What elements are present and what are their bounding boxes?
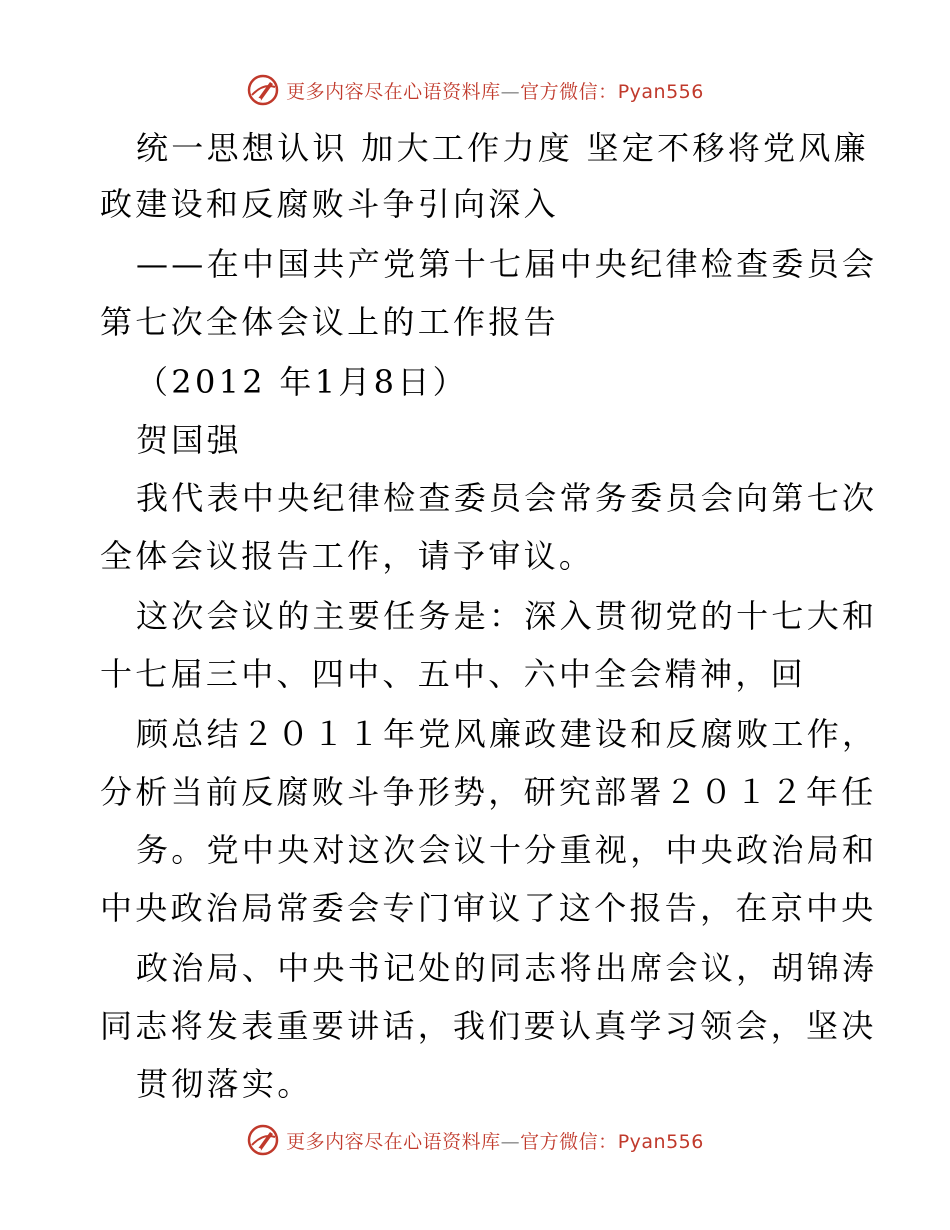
report-date: （2012 年1月8日） [136,363,468,401]
title-line-2: 政建设和反腐败斗争引向深入 [100,185,559,223]
paragraph-line: 同志将发表重要讲话，我们要认真学习领会，坚决 [100,1007,877,1045]
paragraph-line: 务。党中央对这次会议十分重视，中央政治局和 [136,831,878,869]
title-line-1: 统一思想认识 加大工作力度 坚定不移将党风廉 [136,129,869,167]
pen-logo-icon [246,1123,280,1157]
subtitle-line-1: ——在中国共产党第十七届中央纪律检查委员会 [136,245,878,283]
paragraph-line: 全体会议报告工作，请予审议。 [100,537,595,575]
author-name: 贺国强 [136,421,242,459]
paragraph-line: 贯彻落实。 [136,1065,313,1103]
paragraph-line: 十七届三中、四中、五中、六中全会精神，回 [100,655,807,693]
footer-watermark [0,1120,950,1160]
paragraph-line: 中央政治局常委会专门审议了这个报告，在京中央 [100,889,877,927]
paragraph-line: 顾总结２０１１年党风廉政建设和反腐败工作， [136,715,878,753]
paragraph-line: 政治局、中央书记处的同志将出席会议，胡锦涛 [136,949,878,987]
paragraph-line: 这次会议的主要任务是：深入贯彻党的十七大和 [136,597,878,635]
header-watermark [0,70,950,110]
watermark-text: 更多内容尽在心语资料库—官方微信：Pyan556 [286,80,704,103]
paragraph-line: 分析当前反腐败斗争形势，研究部署２０１２年任 [100,773,877,811]
pen-logo-icon [246,73,280,107]
watermark-text: 更多内容尽在心语资料库—官方微信：Pyan556 [286,1130,704,1153]
subtitle-line-2: 第七次全体会议上的工作报告 [100,303,559,341]
paragraph-line: 我代表中央纪律检查委员会常务委员会向第七次 [136,479,878,517]
